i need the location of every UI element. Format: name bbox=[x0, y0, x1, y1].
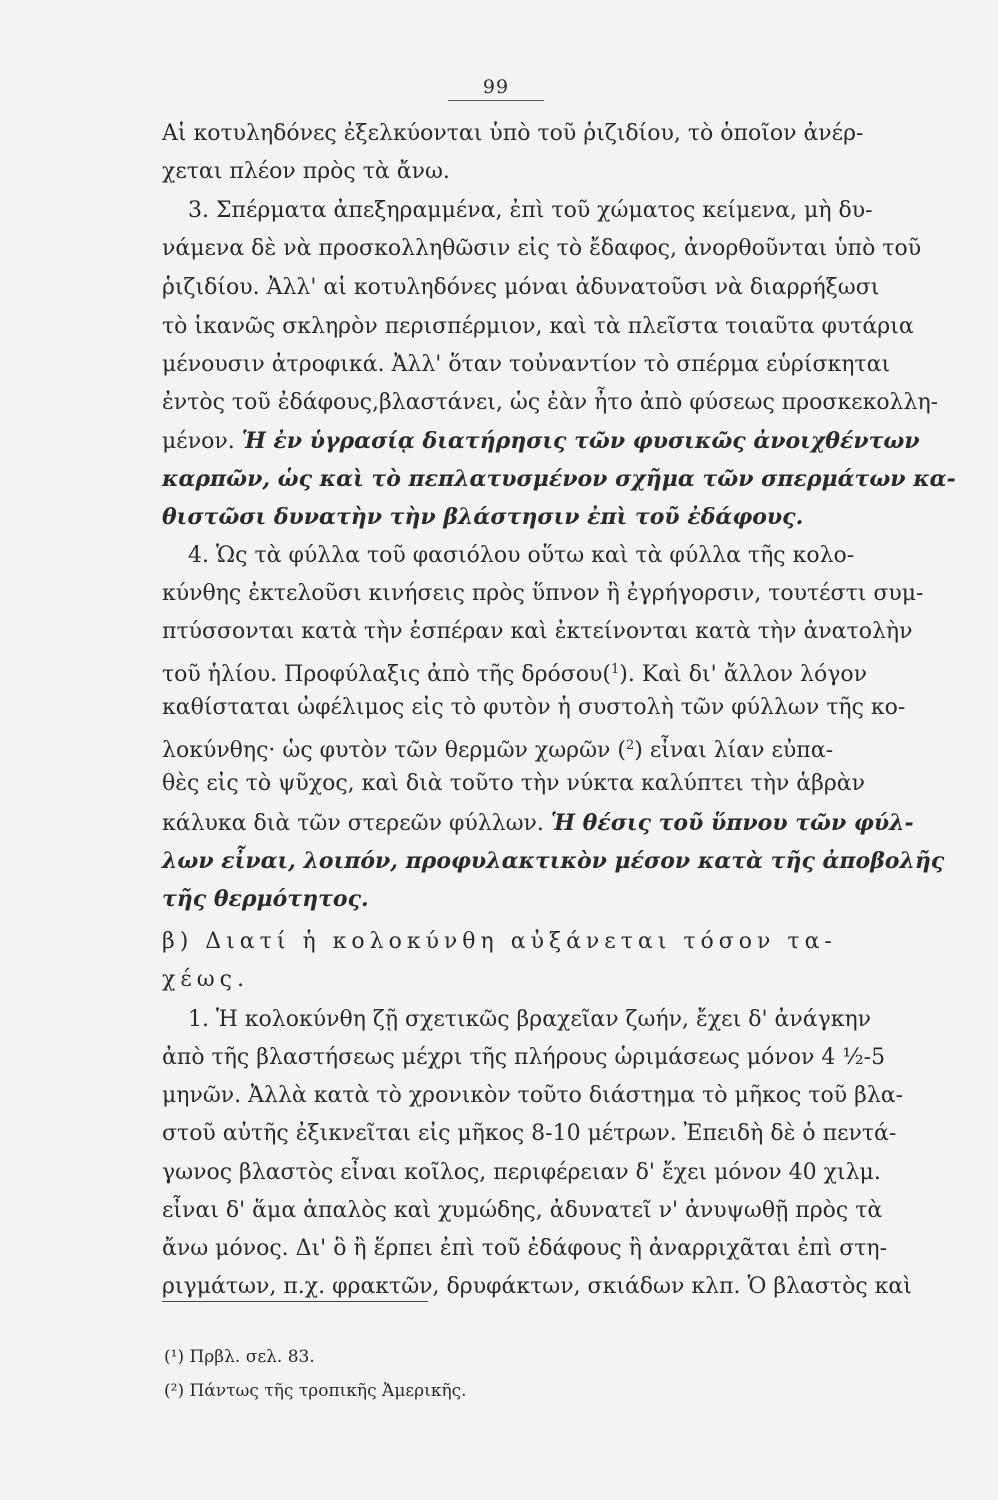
text-line: ἄνω μόνος. Δι' ὃ ἢ ἕρπει ἐπὶ τοῦ ἐδάφους ἢ ἀναρριχᾶται ἐπὶ στη- bbox=[162, 1236, 888, 1261]
page-number: 99 bbox=[482, 76, 510, 98]
text-line: χεται πλέον πρὸς τὰ ἄνω. bbox=[162, 159, 450, 184]
footnote: (²) Πάντως τῆς τροπικῆς Ἀμερικῆς. bbox=[164, 1381, 467, 1401]
text-line: στοῦ αὐτῆς ἐξικνεῖται εἰς μῆκος 8-10 μέτρων. Ἐπειδὴ δὲ ὁ πεντά- bbox=[162, 1121, 897, 1146]
text-line: μένον. bbox=[162, 429, 235, 454]
text-line: θὲς εἰς τὸ ψῦχος, καὶ διὰ τοῦτο τὴν νύκτα καλύπτει τὴν ἁβρὰν bbox=[162, 771, 866, 796]
text-line: τὸ ἱκανῶς σκληρὸν περισπέρμιον, καὶ τὰ πλεῖστα τοιαῦτα φυτάρια bbox=[162, 314, 914, 339]
section-heading: β) Διατί ἡ κολοκύνθη αὐξάνεται τόσον τα- bbox=[162, 929, 837, 954]
text-line: ριγμάτων, π.χ. φρακτῶν, δρυφάκτων, σκιάδων κλπ. Ὁ βλαστὸς καὶ bbox=[162, 1274, 912, 1299]
emphasis-text: Ἡ θέσις τοῦ ὕπνου τῶν φύλ- bbox=[550, 810, 914, 836]
text-line: εἶναι δ' ἅμα ἁπαλὸς καὶ χυμώδης, ἀδυνατεῖ ν' ἀνυψωθῇ πρὸς τὰ bbox=[162, 1198, 883, 1223]
footnote: (¹) Πρβλ. σελ. 83. bbox=[164, 1347, 315, 1367]
text-line: Αἱ κοτυληδόνες ἐξελκύονται ὑπὸ τοῦ ῥιζιδίου, τὸ ὁποῖον ἀνέρ- bbox=[162, 121, 864, 146]
text-line: πτύσσονται κατὰ τὴν ἑσπέραν καὶ ἐκτείνονται κατὰ τὴν ἀνατολὴν bbox=[162, 619, 913, 644]
text-line: 4. Ὡς τὰ φύλλα τοῦ φασιόλου οὕτω καὶ τὰ φύλλα τῆς κολο- bbox=[188, 543, 855, 568]
footnote-rule bbox=[162, 1301, 428, 1302]
text-line: ῥιζιδίου. Ἀλλ' αἱ κοτυληδόνες μόναι ἀδυνατοῦσι νὰ διαρρήξωσι bbox=[162, 275, 880, 300]
page-number-rule bbox=[448, 100, 544, 101]
emphasis-text: Ἡ ἐν ὑγρασίᾳ διατήρησις τῶν φυσικῶς ἀνοιχθέντων bbox=[241, 428, 920, 454]
text-line: ἀπὸ τῆς βλαστήσεως μέχρι τῆς πλήρους ὡριμάσεως μόνον 4 ½-5 bbox=[162, 1045, 886, 1070]
text-line: ἐντὸς τοῦ ἐδάφους,βλαστάνει, ὡς ἐὰν ἦτο ἀπὸ φύσεως προσκεκολλη- bbox=[162, 390, 939, 415]
text-line: τοῦ ἡλίου. Προφύλαξις ἀπὸ τῆς δρόσου(1). Καὶ δι' ἄλλον λόγον bbox=[162, 652, 867, 693]
text-line: μένουσιν ἀτροφικά. Ἀλλ' ὅταν τοὐναντίον τὸ σπέρμα εὑρίσκηται bbox=[162, 352, 891, 377]
text-line: νάμενα δὲ νὰ προσκολληθῶσιν εἰς τὸ ἔδαφος, ἀνορθοῦνται ὑπὸ τοῦ bbox=[162, 236, 922, 261]
emphasis-text: λων εἶναι, λοιπόν, προφυλακτικὸν μέσον κατὰ τῆς ἀποβολῆς bbox=[162, 848, 945, 874]
text-line: λοκύνθης· ὡς φυτὸν τῶν θερμῶν χωρῶν (2) εἶναι λίαν εὐπα- bbox=[162, 728, 833, 769]
footnote-ref[interactable]: 2 bbox=[626, 738, 635, 753]
emphasis-text: τῆς θερμότητος. bbox=[162, 886, 369, 912]
emphasis-text: θιστῶσι δυνατὴν τὴν βλάστησιν ἐπὶ τοῦ ἐδάφους. bbox=[162, 504, 804, 530]
text-line: μηνῶν. Ἀλλὰ κατὰ τὸ χρονικὸν τοῦτο διάστημα τὸ μῆκος τοῦ βλα- bbox=[162, 1083, 904, 1108]
text-line: κάλυκα διὰ τῶν στερεῶν φύλλων. bbox=[162, 811, 544, 836]
text-line: κύνθης ἐκτελοῦσι κινήσεις πρὸς ὕπνον ἢ ἐγρήγορσιν, τουτέστι συμ- bbox=[162, 581, 924, 606]
footnote-ref[interactable]: 1 bbox=[611, 662, 620, 677]
text-line: 3. Σπέρματα ἀπεξηραμμένα, ἐπὶ τοῦ χώματος κείμενα, μὴ δυ- bbox=[188, 198, 873, 223]
emphasis-text: καρπῶν, ὡς καὶ τὸ πεπλατυσμένον σχῆμα τῶν σπερμάτων κα- bbox=[162, 466, 956, 492]
section-heading: χέως. bbox=[162, 967, 249, 992]
text-line: γωνος βλαστὸς εἶναι κοῖλος, περιφέρειαν δ' ἔχει μόνον 40 χιλμ. bbox=[162, 1160, 881, 1185]
text-line: 1. Ἡ κολοκύνθη ζῇ σχετικῶς βραχεῖαν ζωήν, ἔχει δ' ἀνάγκην bbox=[188, 1007, 872, 1032]
text-line: καθίσταται ὠφέλιμος εἰς τὸ φυτὸν ἡ συστολὴ τῶν φύλλων τῆς κο- bbox=[162, 695, 906, 720]
